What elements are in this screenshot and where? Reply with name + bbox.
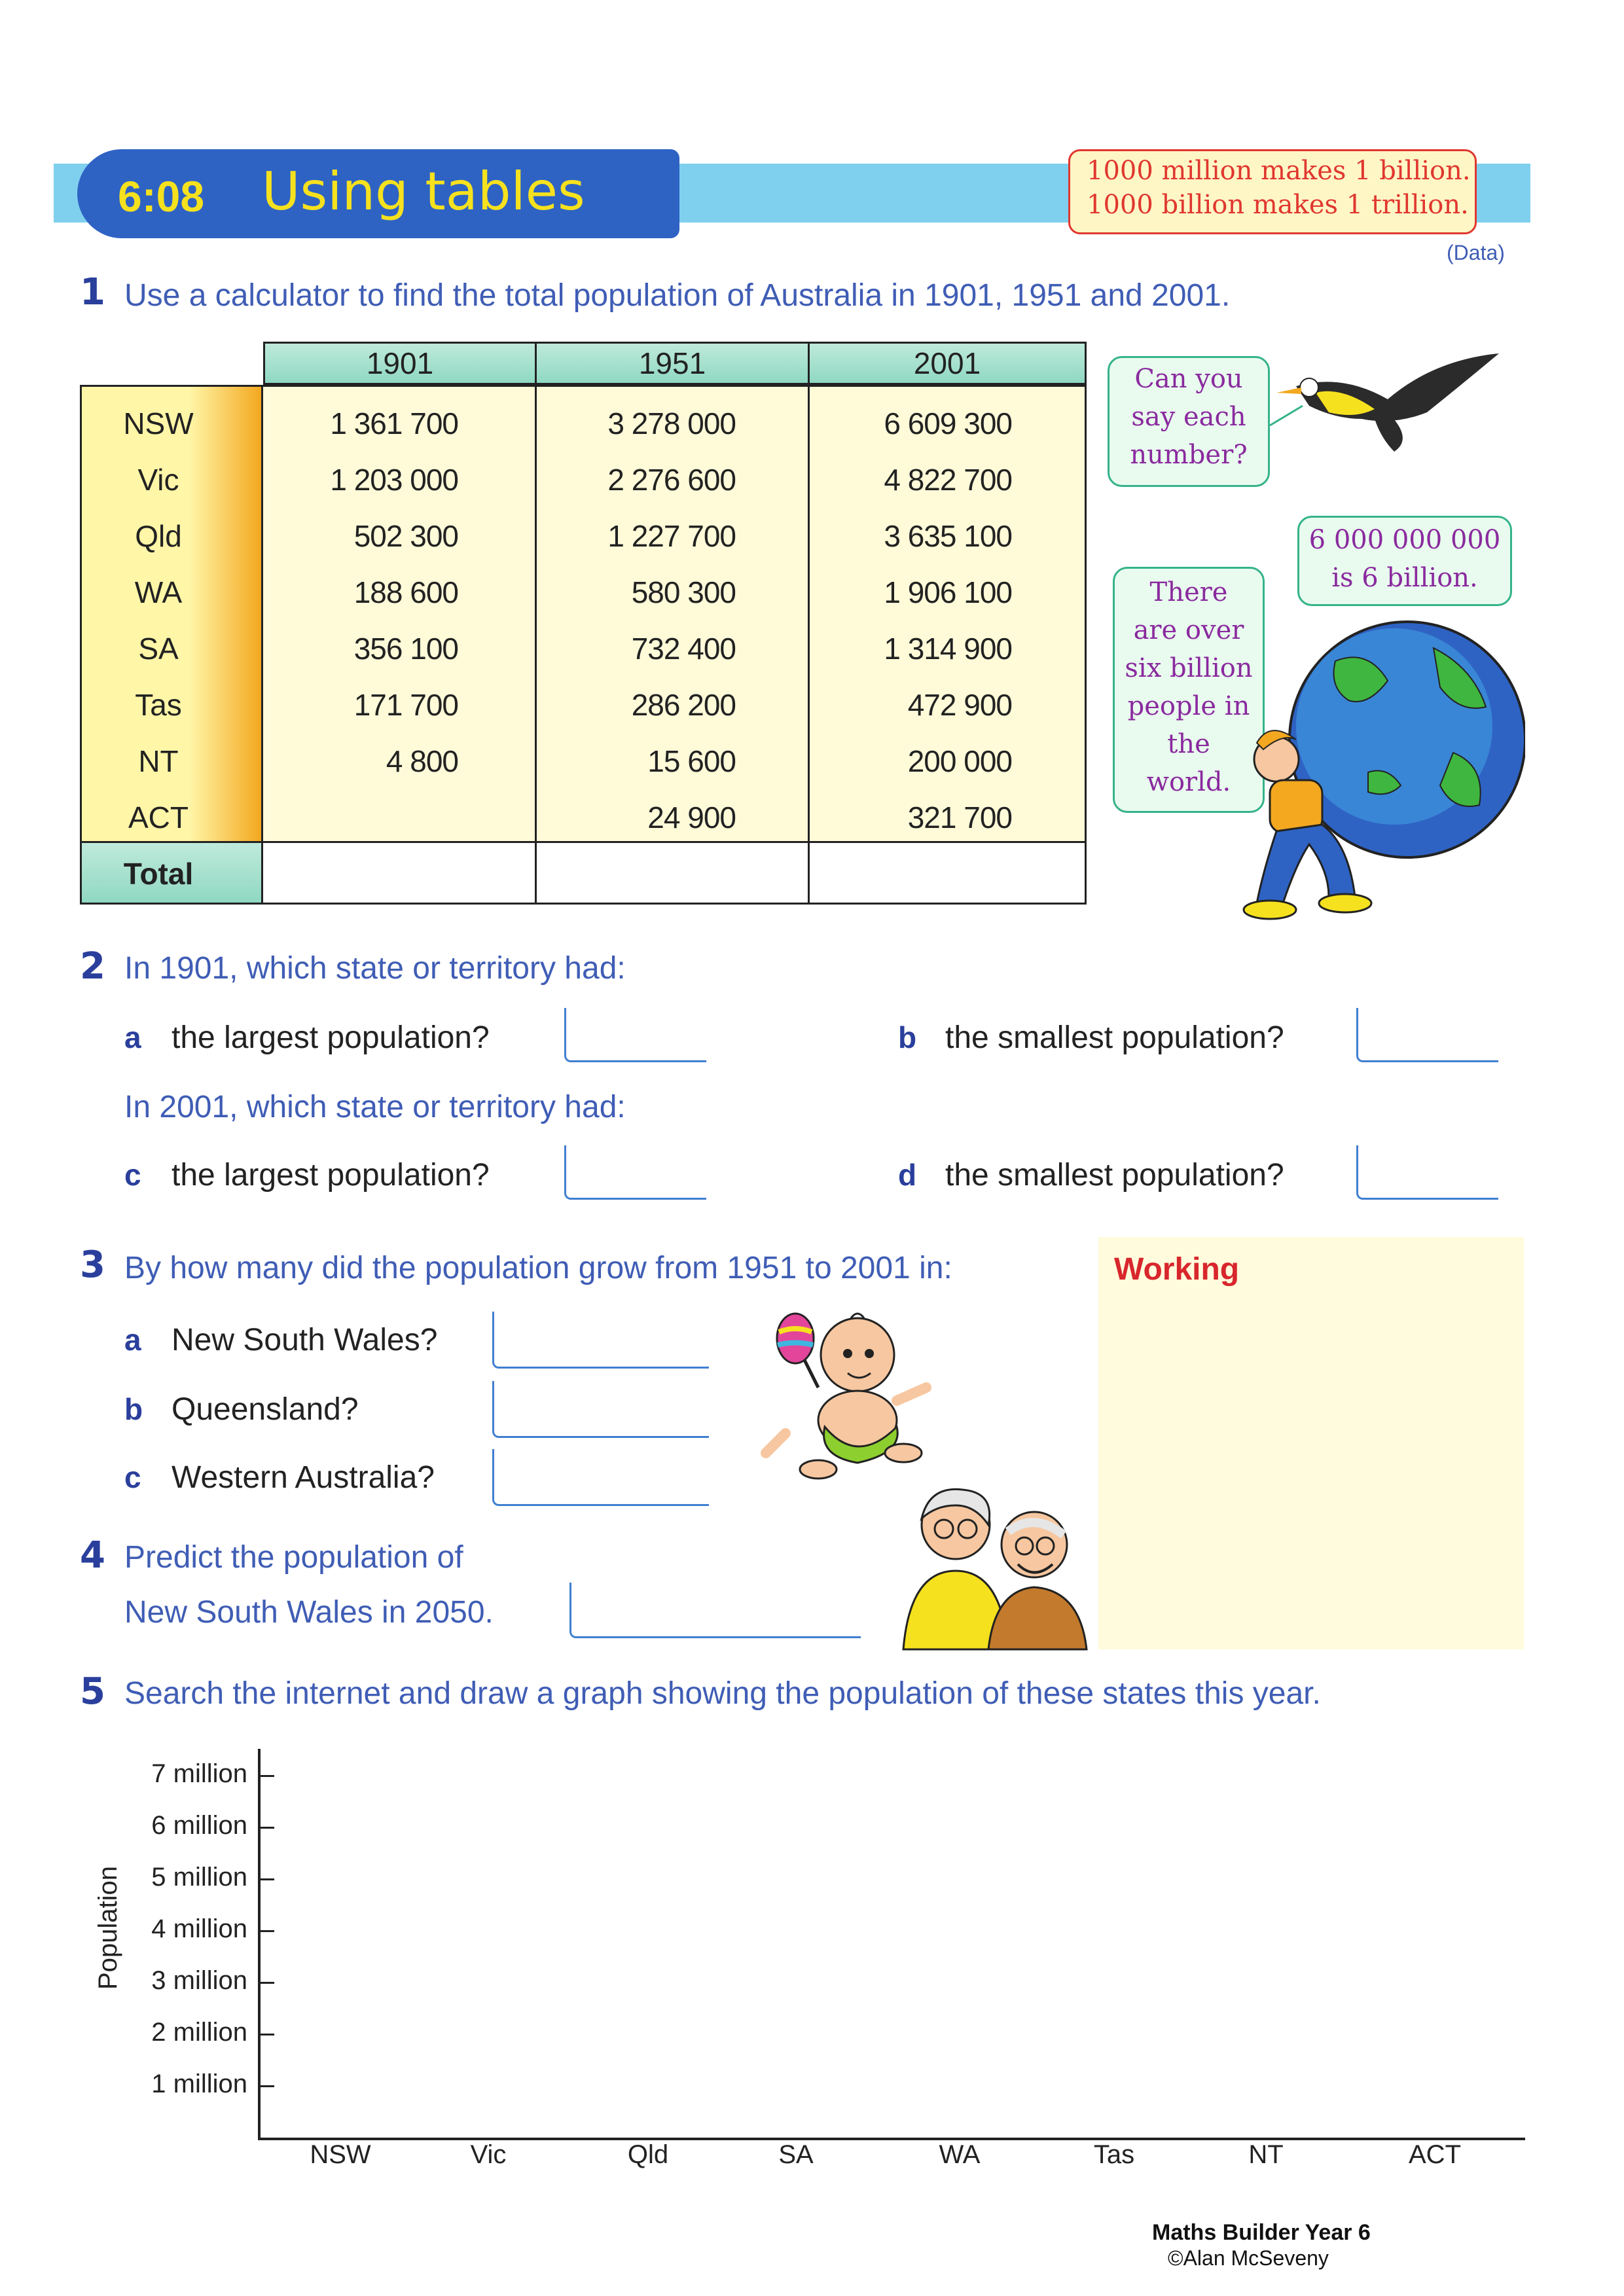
cell-1901: 1 203 000	[330, 463, 458, 497]
cell-1951: 15 600	[647, 744, 736, 778]
cell-1951: 3 278 000	[607, 406, 736, 440]
boy-carrying-globe-illustration	[1237, 609, 1525, 936]
bubble-line: people in	[1127, 691, 1250, 721]
q2-a-text: the largest population?	[171, 1020, 490, 1055]
row-state: NSW	[123, 406, 194, 440]
cell-2001: 1 314 900	[884, 632, 1012, 666]
topic-tag: (Data)	[1447, 241, 1505, 264]
cell-2001: 200 000	[907, 744, 1012, 778]
y-tick-label: 4 million	[151, 1914, 247, 1943]
q2-c-answer-box[interactable]	[564, 1145, 706, 1200]
x-category-label: Tas	[1093, 2140, 1135, 2169]
cell-2001: 4 822 700	[884, 463, 1012, 497]
total-1951-answer[interactable]	[537, 844, 806, 902]
question-2-text: In 1901, which state or territory had:	[124, 951, 626, 986]
cell-1951: 24 900	[647, 800, 736, 834]
cell-1901: 1 361 700	[330, 406, 458, 440]
bubble-line: the	[1167, 729, 1210, 759]
x-category-label: NSW	[310, 2140, 371, 2169]
q3-c-text: Western Australia?	[171, 1460, 435, 1495]
question-4-number: 4	[80, 1534, 105, 1577]
fact-note-line-2: 1000 billion makes 1 trillion.	[1087, 190, 1469, 220]
table-header-2001	[808, 342, 1087, 385]
bubble-line: say each	[1131, 402, 1246, 432]
cell-1901: 188 600	[353, 575, 458, 609]
cell-1901: 356 100	[353, 632, 458, 666]
question-2-text-2001: In 2001, which state or territory had:	[124, 1090, 626, 1124]
fact-note-line-1: 1000 million makes 1 billion.	[1087, 156, 1471, 186]
q2-a-answer-box[interactable]	[564, 1008, 706, 1062]
question-5-number: 5	[80, 1670, 105, 1713]
row-state: WA	[134, 575, 183, 609]
cell-1951: 2 276 600	[607, 463, 736, 497]
year-label: 1951	[638, 346, 706, 380]
y-tick-mark	[260, 1827, 274, 1829]
section-number: 6:08	[118, 172, 205, 221]
y-tick-mark	[260, 2034, 274, 2036]
footer-copyright: ©Alan McSeveny	[1168, 2246, 1329, 2270]
row-state: Tas	[135, 688, 182, 722]
q3-c-letter: c	[124, 1460, 141, 1494]
q2-c-text: the largest population?	[171, 1158, 490, 1193]
q3-b-letter: b	[124, 1392, 143, 1426]
q2-c-letter: c	[124, 1158, 141, 1192]
cell-1901: 4 800	[386, 744, 458, 778]
cell-2001: 472 900	[907, 688, 1012, 722]
y-tick-label: 7 million	[151, 1759, 247, 1788]
x-category-label: SA	[778, 2140, 814, 2169]
q2-b-text: the smallest population?	[945, 1020, 1284, 1055]
y-tick-label: 6 million	[151, 1811, 247, 1840]
total-2001-answer[interactable]	[810, 844, 1085, 902]
year-label: 2001	[913, 346, 981, 380]
q3-b-answer-box[interactable]	[492, 1381, 709, 1438]
cell-2001: 3 635 100	[884, 519, 1012, 553]
row-state: ACT	[128, 800, 189, 834]
y-tick-mark	[260, 1982, 274, 1984]
y-tick-label: 2 million	[151, 2018, 247, 2047]
y-tick-mark	[260, 1930, 274, 1932]
table-header-1951	[535, 342, 810, 385]
working-label: Working	[1114, 1252, 1240, 1287]
y-tick-mark	[260, 1878, 274, 1880]
question-1-number: 1	[80, 271, 105, 314]
y-tick-label: 1 million	[151, 2070, 247, 2098]
cell-1901: 502 300	[353, 519, 458, 553]
q2-b-letter: b	[898, 1020, 917, 1054]
total-1901-answer[interactable]	[265, 844, 533, 902]
baby-illustration	[759, 1302, 936, 1486]
q2-b-answer-box[interactable]	[1356, 1008, 1498, 1062]
q3-a-text: New South Wales?	[171, 1323, 438, 1357]
x-category-label: NT	[1248, 2140, 1284, 2169]
bubble-line: world.	[1146, 767, 1231, 797]
footer-book-title: Maths Builder Year 6	[1152, 2220, 1371, 2245]
q2-d-answer-box[interactable]	[1356, 1145, 1498, 1200]
x-category-label: WA	[939, 2140, 981, 2169]
q3-a-letter: a	[124, 1323, 141, 1357]
question-3-number: 3	[80, 1244, 105, 1286]
x-category-label: Vic	[470, 2140, 507, 2169]
cell-2001: 321 700	[907, 800, 1012, 834]
row-state: NT	[138, 744, 179, 778]
column-divider	[808, 342, 810, 905]
bubble-line: Can you	[1134, 364, 1243, 394]
cell-2001: 6 609 300	[884, 406, 1012, 440]
bubble-line: are over	[1133, 615, 1244, 645]
question-3-text: By how many did the population grow from 1951 to 2001 in:	[124, 1251, 952, 1285]
page-title: Using tables	[262, 161, 585, 222]
y-tick-mark	[260, 2085, 274, 2087]
cell-1901: 171 700	[353, 688, 458, 722]
y-axis-label: Population	[94, 1865, 122, 1990]
column-divider	[535, 342, 537, 905]
question-1-text: Use a calculator to find the total population of Australia in 1901, 1951 and 2001.	[124, 278, 1231, 313]
bubble-line: number?	[1130, 440, 1248, 470]
question-2-number: 2	[80, 945, 105, 988]
question-5-text: Search the internet and draw a graph showing the population of these states this year.	[124, 1676, 1321, 1711]
bubble-line: is 6 billion.	[1331, 563, 1478, 593]
y-axis	[258, 1749, 261, 2140]
cell-1951: 286 200	[631, 688, 736, 722]
grandparents-illustration	[890, 1473, 1100, 1656]
y-tick-label: 3 million	[151, 1966, 247, 1995]
question-4-line-1: Predict the population of	[124, 1540, 463, 1575]
row-state: Qld	[135, 519, 182, 553]
question-4-line-2: New South Wales in 2050.	[124, 1595, 494, 1630]
total-label: Total	[123, 857, 194, 891]
cell-1951: 732 400	[631, 632, 736, 666]
q2-d-text: the smallest population?	[945, 1158, 1284, 1193]
year-label: 1901	[366, 346, 434, 380]
bubble-line: There	[1149, 577, 1228, 607]
bird-illustration	[1263, 347, 1512, 465]
cell-1951: 580 300	[631, 575, 736, 609]
y-tick-mark	[260, 1775, 274, 1777]
row-state: Vic	[137, 463, 179, 497]
cell-2001: 1 906 100	[884, 575, 1012, 609]
working-area[interactable]	[1098, 1237, 1524, 1649]
table-header-1901	[263, 342, 537, 385]
q3-a-answer-box[interactable]	[492, 1312, 709, 1369]
q3-c-answer-box[interactable]	[492, 1449, 709, 1506]
q4-answer-box[interactable]	[569, 1583, 861, 1638]
bubble-line: 6 000 000 000	[1308, 525, 1501, 555]
x-category-label: Qld	[627, 2140, 669, 2169]
x-category-label: ACT	[1409, 2140, 1461, 2169]
row-state: SA	[138, 632, 179, 666]
q3-b-text: Queensland?	[171, 1392, 359, 1427]
q2-d-letter: d	[898, 1158, 917, 1192]
bubble-line: six billion	[1125, 653, 1253, 683]
y-tick-label: 5 million	[151, 1863, 247, 1892]
cell-1951: 1 227 700	[607, 519, 736, 553]
q2-a-letter: a	[124, 1020, 141, 1054]
